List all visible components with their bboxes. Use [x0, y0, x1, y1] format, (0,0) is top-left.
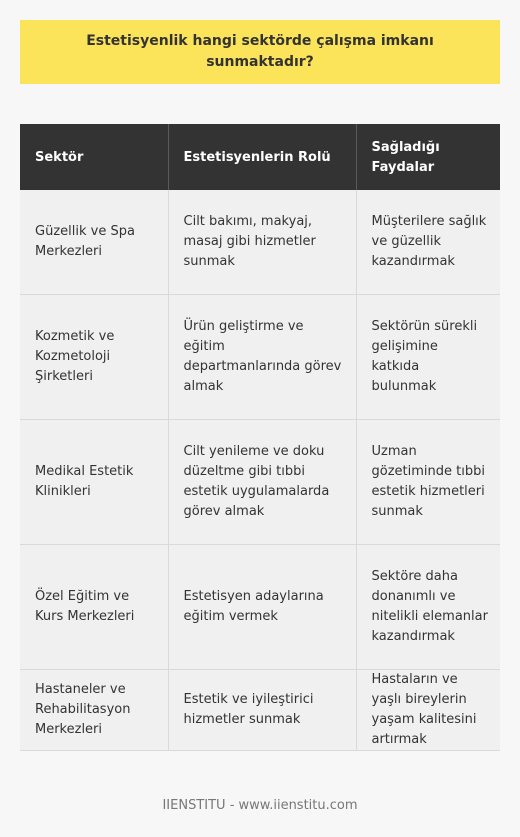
benefit-cell: Sektöre daha donanımlı ve nitelikli elemanlar kazandırmak — [356, 545, 500, 670]
sector-cell: Özel Eğitim ve Kurs Merkezleri — [20, 545, 168, 670]
role-cell: Ürün geliştirme ve eğitim departmanlarında görev almak — [168, 295, 356, 420]
footer-credit: IIENSTITU - www.iienstitu.com — [162, 798, 358, 813]
column-header-benefits: Sağladığı Faydalar — [356, 124, 500, 190]
column-header-role: Estetisyenlerin Rolü — [168, 124, 356, 190]
role-cell: Cilt yenileme ve doku düzeltme gibi tıbbi estetik uygulamalarda görev almak — [168, 420, 356, 545]
benefit-cell: Sektörün sürekli gelişimine katkıda bulunmak — [356, 295, 500, 420]
table-row — [20, 190, 500, 295]
sector-cell: Hastaneler ve Rehabilitasyon Merkezleri — [20, 670, 168, 751]
role-cell: Cilt bakımı, makyaj, masaj gibi hizmetler sunmak — [168, 190, 356, 295]
column-header-sector: Sektör — [20, 124, 168, 190]
title-banner — [20, 20, 500, 84]
sector-table — [20, 124, 500, 751]
role-cell: Estetik ve iyileştirici hizmetler sunmak — [168, 670, 356, 751]
page-title: Estetisyenlik hangi sektörde çalışma imkanı sunmaktadır? — [86, 33, 434, 70]
benefit-cell: Uzman gözetiminde tıbbi estetik hizmetleri sunmak — [356, 420, 500, 545]
table-row — [20, 670, 500, 751]
role-cell: Estetisyen adaylarına eğitim vermek — [168, 545, 356, 670]
table-row — [20, 545, 500, 670]
benefit-cell: Müşterilere sağlık ve güzellik kazandırmak — [356, 190, 500, 295]
sector-cell: Kozmetik ve Kozmetoloji Şirketleri — [20, 295, 168, 420]
sector-cell: Güzellik ve Spa Merkezleri — [20, 190, 168, 295]
table-row — [20, 295, 500, 420]
table-row — [20, 420, 500, 545]
table-header-row — [20, 124, 500, 190]
benefit-cell: Hastaların ve yaşlı bireylerin yaşam kalitesini artırmak — [356, 670, 500, 751]
sector-cell: Medikal Estetik Klinikleri — [20, 420, 168, 545]
